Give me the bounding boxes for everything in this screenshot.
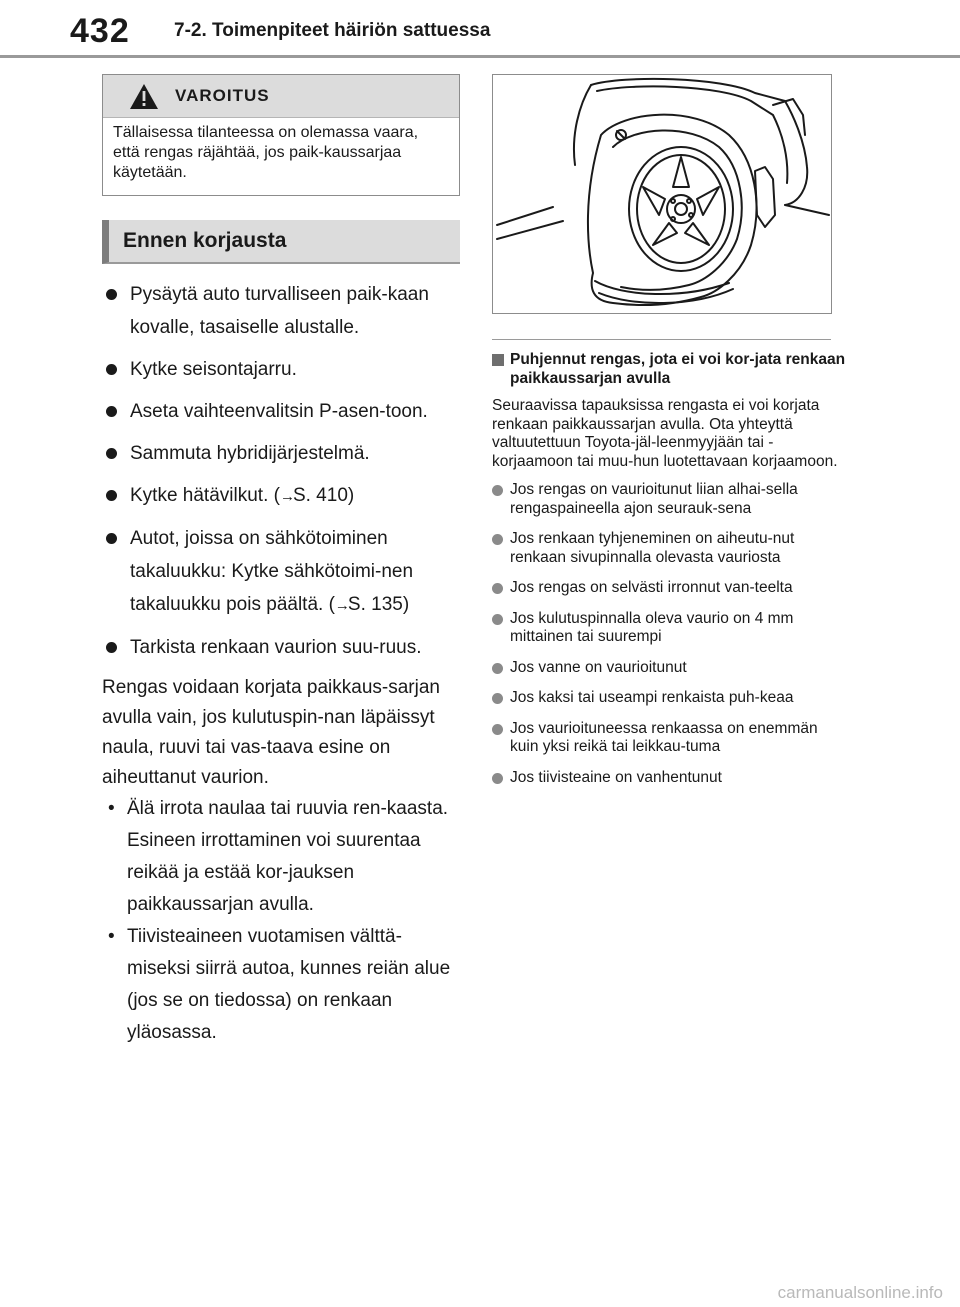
list-item: • Älä irrota naulaa tai ruuvia ren-kaasta. Esineen irrottaminen voi suurentaa reikää ja estää kor-jauksen paikkaussarjan avulla. <box>102 793 460 921</box>
list-item: Tarkista renkaan vaurion suu-ruus. <box>102 631 460 664</box>
reference-arrow-icon: → <box>279 488 293 505</box>
right-column <box>492 74 847 799</box>
list-item: Aseta vaihteenvalitsin P-asen-toon. <box>102 395 460 428</box>
section-heading-text: Ennen korjausta <box>123 229 287 252</box>
warning-text: Tällaisessa tilanteessa on olemassa vaara, että rengas räjähtää, jos paik-kaussarjaa käytetään. <box>113 124 419 181</box>
square-bullet-icon <box>492 354 504 366</box>
left-column <box>102 74 460 1049</box>
step-list <box>102 278 460 664</box>
bullet-dot-icon <box>106 364 117 375</box>
footer-watermark: carmanualsonline.info <box>777 1283 943 1302</box>
page-reference-link[interactable]: S. 410) <box>292 485 355 506</box>
page-number: 432 <box>70 12 130 50</box>
circle-bullet-icon <box>492 614 503 625</box>
list-item: Jos kulutuspinnalla oleva vaurio on 4 mm mittainen tai suurempi <box>492 610 847 647</box>
circle-bullet-icon <box>492 485 503 496</box>
list-item: Jos vanne on vaurioitunut <box>492 659 847 678</box>
list-item: Jos kaksi tai useampi renkaista puh-keaa <box>492 689 847 708</box>
figure-divider <box>492 339 831 340</box>
reference-arrow-icon: → <box>334 597 348 614</box>
circle-bullet-icon <box>492 724 503 735</box>
bullet-dot-icon <box>106 406 117 417</box>
warning-title: VAROITUS <box>175 86 270 105</box>
list-item: Pysäytä auto turvalliseen paik-kaan kovalle, tasaiselle alustalle. <box>102 278 460 344</box>
note-list <box>102 793 460 1049</box>
bullet-dot-icon <box>106 289 117 300</box>
list-item: Jos tiivisteaine on vanhentunut <box>492 769 847 788</box>
warning-triangle-icon <box>129 83 159 110</box>
bullet-dot-icon <box>106 533 117 544</box>
circle-bullet-icon <box>492 663 503 674</box>
repair-paragraph: Rengas voidaan korjata paikkaus-sarjan avulla vain, jos kulutuspin-nan läpäissyt naula, ruuvi tai vas-taava esine on aiheuttanut vaurion. <box>102 677 440 788</box>
list-item: Autot, joissa on sähkötoiminen takaluukku: Kytke sähkötoimi-nen takaluukku pois päältä. (→S. 135) <box>102 522 460 622</box>
circle-bullet-icon <box>492 534 503 545</box>
list-item: Jos rengas on selvästi irronnut van-teelta <box>492 579 847 598</box>
list-item: Sammuta hybridijärjestelmä. <box>102 437 460 470</box>
unrepairable-case-list <box>492 481 847 787</box>
list-item: Jos rengas on vaurioitunut liian alhai-sella rengaspaineella ajon seurauk-sena <box>492 481 847 518</box>
header-rule <box>0 55 960 58</box>
list-item: Jos vaurioituneessa renkaassa on enemmän kuin yksi reikä tai leikkau-tuma <box>492 720 847 757</box>
subsection-heading: Puhjennut rengas, jota ei voi kor-jata renkaan paikkaussarjan avulla <box>492 350 847 388</box>
circle-bullet-icon <box>492 583 503 594</box>
circle-bullet-icon <box>492 773 503 784</box>
section-heading <box>102 220 460 264</box>
bullet-dot-icon <box>106 448 117 459</box>
warning-header <box>103 75 459 118</box>
list-item: Jos renkaan tyhjeneminen on aiheutu-nut renkaan sivupinnalla olevasta vauriosta <box>492 530 847 567</box>
bullet-dot-icon <box>106 490 117 501</box>
flat-tire-illustration <box>492 74 832 314</box>
warning-box <box>102 74 460 196</box>
bullet-dot-icon <box>106 642 117 653</box>
page-reference-link[interactable]: S. 135) <box>347 594 410 615</box>
unrepairable-intro: Seuraavissa tapauksissa rengasta ei voi korjata renkaan paikkaussarjan avulla. Ota yhteyttä valtuutettuun Toyota-jäl-leenmyyjään tai -korjaamoon tai muu-hun luotettavaan korjaamoon. <box>492 397 838 470</box>
list-item: Kytke hätävilkut. (→S. 410) <box>102 479 460 513</box>
list-item: Kytke seisontajarru. <box>102 353 460 386</box>
bullet-dot-icon: • <box>108 926 115 947</box>
flat-tire-drawing <box>493 75 831 313</box>
page-header <box>0 0 960 62</box>
bullet-dot-icon: • <box>108 798 115 819</box>
section-title: 7-2. Toimenpiteet häiriön sattuessa <box>174 20 491 41</box>
list-item: • Tiivisteaineen vuotamisen välttä-miseksi siirrä autoa, kunnes reiän alue (jos se on tiedossa) on renkaan yläosassa. <box>102 921 460 1049</box>
circle-bullet-icon <box>492 693 503 704</box>
